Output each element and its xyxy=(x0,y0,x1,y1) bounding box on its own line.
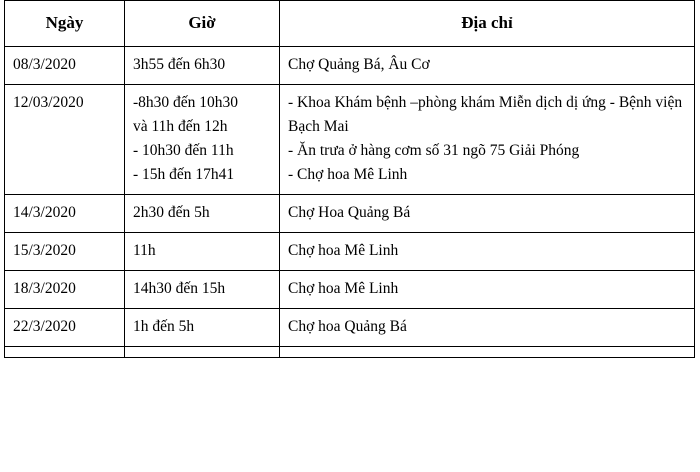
time-line: 11h xyxy=(133,242,156,260)
cell-time xyxy=(125,47,280,85)
table-row xyxy=(5,47,695,85)
time-line: và 11h đến 12h xyxy=(133,118,228,136)
table-row xyxy=(5,233,695,271)
cell-address xyxy=(280,195,695,233)
cell-time xyxy=(125,195,280,233)
table-header-row xyxy=(5,1,695,47)
table-row xyxy=(5,309,695,347)
address-line: Chợ Hoa Quảng Bá xyxy=(288,204,411,222)
column-header-time: Giờ xyxy=(125,1,280,47)
cell-address xyxy=(280,47,695,85)
table-row xyxy=(5,271,695,309)
time-line: - 15h đến 17h41 xyxy=(133,166,235,184)
cell-time xyxy=(125,309,280,347)
table-header xyxy=(5,1,695,47)
address-line: - Ăn trưa ở hàng cơm số 31 ngõ 75 Giải Phóng xyxy=(288,142,580,160)
table-row xyxy=(5,195,695,233)
address-line: - Chợ hoa Mê Linh xyxy=(288,166,408,184)
address-line: - Khoa Khám bệnh –phòng khám Miễn dịch dị ứng - Bệnh viện Bạch Mai xyxy=(288,94,683,136)
cell-date: 15/3/2020 xyxy=(5,233,125,271)
column-header-date: Ngày xyxy=(5,1,125,47)
cell-address xyxy=(280,85,695,195)
address-line: Chợ hoa Mê Linh xyxy=(288,242,399,260)
table-row xyxy=(5,85,695,195)
cell-date: 14/3/2020 xyxy=(5,195,125,233)
time-line: 3h55 đến 6h30 xyxy=(133,56,226,74)
time-line: 1h đến 5h xyxy=(133,318,195,336)
cell-time xyxy=(125,271,280,309)
cell-date: 22/3/2020 xyxy=(5,309,125,347)
time-line: - 10h30 đến 11h xyxy=(133,142,234,160)
cell-date: 08/3/2020 xyxy=(5,47,125,85)
table-row-clipped xyxy=(5,347,695,358)
cell-address xyxy=(280,233,695,271)
cell-time xyxy=(125,85,280,195)
time-line: -8h30 đến 10h30 xyxy=(133,94,239,112)
cell-address xyxy=(280,309,695,347)
column-header-address: Địa chỉ xyxy=(280,1,695,47)
time-line: 2h30 đến 5h xyxy=(133,204,210,222)
cell-address xyxy=(280,271,695,309)
address-line: Chợ hoa Quảng Bá xyxy=(288,318,407,336)
cell-time xyxy=(125,233,280,271)
time-line: 14h30 đến 15h xyxy=(133,280,226,298)
cell-time xyxy=(125,347,280,358)
address-line: Chợ Quảng Bá, Âu Cơ xyxy=(288,56,430,74)
address-line: Chợ hoa Mê Linh xyxy=(288,280,399,298)
table-body xyxy=(5,47,695,358)
cell-date: 12/03/2020 xyxy=(5,85,125,195)
cell-date: 18/3/2020 xyxy=(5,271,125,309)
schedule-table xyxy=(4,0,695,358)
cell-date xyxy=(5,347,125,358)
cell-address xyxy=(280,347,695,358)
